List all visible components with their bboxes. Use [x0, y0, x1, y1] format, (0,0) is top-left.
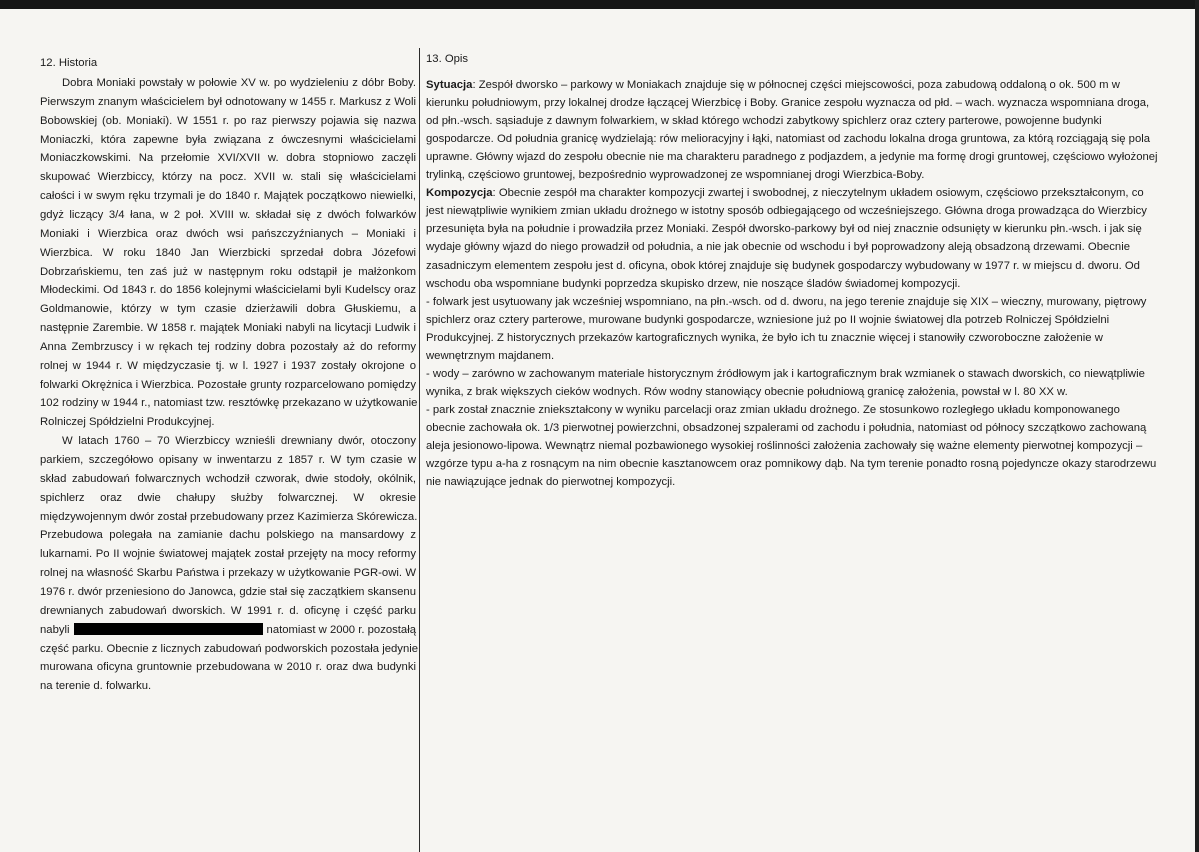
kompozycja-line: zasadniczym elementem zespołu jest d. oficyna, obok której znajduje się budynek gospodarczy wybudowany w 1977 r. w miejscu d. dworu. Od [426, 259, 1140, 272]
kompozycja-line: wynika, z brak większych cieków wodnych. Rów wodny stanowiący obecnie południową granicę założenia, powstał w l. 80 XX w. [426, 385, 1068, 398]
redaction-bar [74, 623, 263, 635]
kompozycja-text: : Obecnie zespół ma charakter kompozycji zwartej i swobodnej, z nieczytelnym układem osiowym, częściowo przekształconym, co [492, 187, 1144, 200]
description-heading: 13. Opis [426, 53, 469, 65]
kompozycja-line: Produkcyjnej. Z historycznych przekazów kartograficznych wynika, że było ich tu znacznie więcej i stanowiły czworoboczne założenie w [426, 331, 1103, 344]
history-line: Wierzbica. W roku 1840 Jan Wierzbicki sprzedał dobra Józefowi [40, 246, 416, 259]
sytuacja-text: : Zespół dworsko – parkowy w Moniakach znajduje się w północnej części miejscowości, poza zabudową oddaloną o ok. 500 m w [472, 79, 1120, 91]
history-line: 102 rodziny w 1944 r., natomiast tzw. resztówkę przekazano w użytkowanie [40, 397, 418, 410]
scan-edge-right [1195, 0, 1199, 852]
kompozycja-line: obecnie zachowała ok. 1/3 pierwotnej powierzchni, obsadzonej szpalerami od zachodu i południa, natomiast od północy szczątkowo zachowaną [426, 421, 1147, 434]
history-line: W latach 1760 – 70 Wierzbiccy wznieśli drewniany dwór, otoczony [62, 435, 416, 448]
history-line: Dobrzańskiemu, ten zaś już w następnym roku odstąpił je małżonkom [40, 265, 416, 278]
history-line: lukarnami. Po II wojnie światowej majątek został przejęty na mocy reformy [40, 548, 416, 561]
scan-edge-top [0, 0, 1199, 9]
history-line: folwarki Okrężnica i Wierzbica. Pozostałe grunty rozparcelowano pomiędzy [40, 378, 416, 391]
kompozycja-line: wewnętrznym majdanem. [426, 349, 555, 362]
kompozycja-label: Kompozycja [426, 187, 493, 200]
kompozycja-line: nie nawiązujące jednak do pierwotnej kompozycji. [426, 476, 676, 489]
history-heading: 12. Historia [40, 57, 98, 69]
history-line: Moniaki i Wierzbica oraz dwóch wsi pańszczyźnianych – Moniaki i [40, 227, 416, 240]
sytuacja-line: kierunku południowym, przy lokalnej drodze łączącej Wierzbicę i Boby. Granice zespołu wyznacza od płd. – wach. wyznacza wspomniana droga, [426, 97, 1150, 110]
sytuacja-line [426, 78, 1170, 92]
history-line: Rolniczej Spółdzielni Produkcyjnej. [40, 416, 215, 429]
history-line: 1976 r. dwór przeniesiono do Janowca, gdzie stał się zaczątkiem skansenu [40, 585, 416, 598]
column-divider [419, 48, 420, 852]
history-line: skład zabudowań folwarcznych wchodził czworak, dwie stodoły, okólnik, [40, 472, 416, 485]
history-line: parkiem, szczegółowo opisany w inwentarzu z 1857 r. W tym czasie w [40, 454, 416, 466]
history-line: gdyż liczący 3/4 łana, w 2 poł. XVIII w. składał się z dwóch folwarków [40, 208, 416, 221]
history-line: drewnianych zabudowań dworskich. W 1991 r. d. oficynę i część parku [40, 604, 416, 617]
history-line: Pierwszym znanym właścicielem był odnotowany w 1455 r. Markusz z Woli [40, 95, 416, 108]
history-line: murowana oficyna gruntownie przebudowana w 2010 r. oraz dwa budynki [40, 661, 416, 674]
history-line-before: nabyli [40, 623, 70, 636]
history-line: rolnej na własność Skarbu Państwa i przekazy w użytkowanie PGR-owi. W [40, 567, 416, 580]
history-line: Anna Zembrzuscy i w rękach tej rodziny dobra pozostały aż do reformy [40, 340, 416, 353]
history-line: spichlerz oraz dwie chałupy służby folwarcznej. W okresie [40, 491, 416, 504]
history-line: Przebudowa polegała na zamianie dachu polskiego na mansardowy z [40, 529, 416, 542]
kompozycja-line: wschodu oba wspomniane budynki poprzedza skupisko drzew, nie noszące śladów świadomej kompozycji. [426, 277, 961, 290]
kompozycja-line: aleja jesionowo-lipowa. Wewnątrz niemal pozbawionego wysokiej roślinności założenia zachowały się ważne elementy pierwotnej kompozycji – [426, 440, 1143, 452]
history-line: Moniaczkowskimi. Na przełomie XVI/XVII w. dobra stopniowo zaczęli [40, 152, 416, 165]
sytuacja-label: Sytuacja [426, 79, 473, 91]
history-line: międzywojennym dwór został przebudowany przez Kazimierza Skórewicza. [40, 510, 418, 523]
kompozycja-line: spichlerz oraz cztery parterowe, murowane budynki gospodarcze, wzniesione już po II wojnie światowej dla potrzeb Rolniczej Spółdzielni [426, 313, 1110, 326]
history-line: Bobowskiej (ob. Moniaki). W 1551 r. po raz pierwszy pojawia się nazwa [40, 114, 416, 127]
history-line: Młodeckimi. Od 1843 r. do 1856 kolejnymi właścicielami byli Kudelscy oraz [40, 284, 416, 297]
history-line-redacted [40, 623, 416, 637]
history-line: Dobra Moniaki powstały w połowie XV w. po wydzieleniu z dóbr Boby. [62, 77, 416, 89]
history-line: całości i w swym ręku trzymali je do 1840 r. Majątek początkowo niewielki, [40, 190, 416, 203]
kompozycja-line: - wody – zarówno w zachowanym materiale historycznym źródłowym jak i kartograficznym brak wzmianek o stawach dworskich, co niewątpliwie [426, 367, 1145, 380]
sytuacja-line: trylinką, częściowo gruntowej, bezpośrednio wyprowadzonej ze wspomnianej drogi Wierzbica-Boby. [426, 169, 925, 182]
history-line-after: natomiast w 2000 r. pozostałą [266, 623, 416, 636]
sytuacja-line: od płn.-wsch. sąsiaduje z dawnym folwarkiem, w skład którego wchodzi zabytkowy spichlerz oraz cztery parterowe, powojenne budynki [426, 115, 1102, 128]
kompozycja-line [426, 186, 1170, 200]
kompozycja-line: jest niewątpliwie wynikiem zmian układu drożnego w istotny sposób odbiegającego od wcześniejszego. Główna droga prowadząca do Wierzbicy [426, 205, 1147, 218]
history-line: następnie Zarembie. W 1858 r. majątek Moniaki nabyli na licytacji Ludwik i [40, 322, 416, 335]
history-line: część parku. Obecnie z licznych zabudowań podworskich pozostała jedynie [40, 642, 419, 655]
kompozycja-line: - park został znacznie zniekształcony w wyniku parcelacji oraz zmian układu drożnego. Ze stosunkowo rozległego układu komponowanego [426, 403, 1120, 416]
kompozycja-line: wydaje główny wjazd do niego prowadził od południa, a nie jak obecnie od wschodu i był poprowadzony aleją obsadzoną drzewami. Obecnie [426, 241, 1130, 254]
history-line: Goldmanowie, którzy w tym czasie dzierżawili dobra Głuskiemu, a [40, 303, 416, 316]
sytuacja-line: gospodarcze. Od południa granicę wydzielają: rów melioracyjny i łąki, natomiast od zachodu lokalna droga gruntowa, za którą rozciągają się pola [426, 133, 1151, 146]
kompozycja-line: - folwark jest usytuowany jak wcześniej wspomniano, na płn.-wsch. od d. dworu, na jego terenie znajduje się XIX – wieczny, murowany, piętrowy [426, 295, 1147, 308]
history-line: Moniaczki, która zapewne była związana z ówczesnymi właścicielami [40, 133, 416, 146]
kompozycja-line: wzgórze typu a-ha z rosnącym na nim obecnie kasztanowcem oraz pomnikowy dąb. Na tym terenie ponadto rosną pojedyncze okazy starodrzewu [426, 458, 1157, 471]
sytuacja-line: uprawne. Główny wjazd do zespołu obecnie nie ma charakteru paradnego z podjazdem, a jedynie ma formę drogi gruntowej, częściowo wyłożonej [426, 151, 1158, 164]
history-line: rolnej w 1944 r. W międzyczasie tj. w l. 1927 i 1937 zostały okrojone o [40, 359, 416, 372]
kompozycja-line: przesunięta była na południe i prowadziła przez Moniaki. Zespół dworsko-parkowy był od niej znacznie odsunięty w kierunku płn.-wsch. i jak się [426, 223, 1142, 236]
history-line: na terenie d. folwarku. [40, 680, 152, 693]
history-line: skupować Wierzbiccy, którzy na pocz. XVII w. stali się właścicielami [40, 171, 416, 184]
